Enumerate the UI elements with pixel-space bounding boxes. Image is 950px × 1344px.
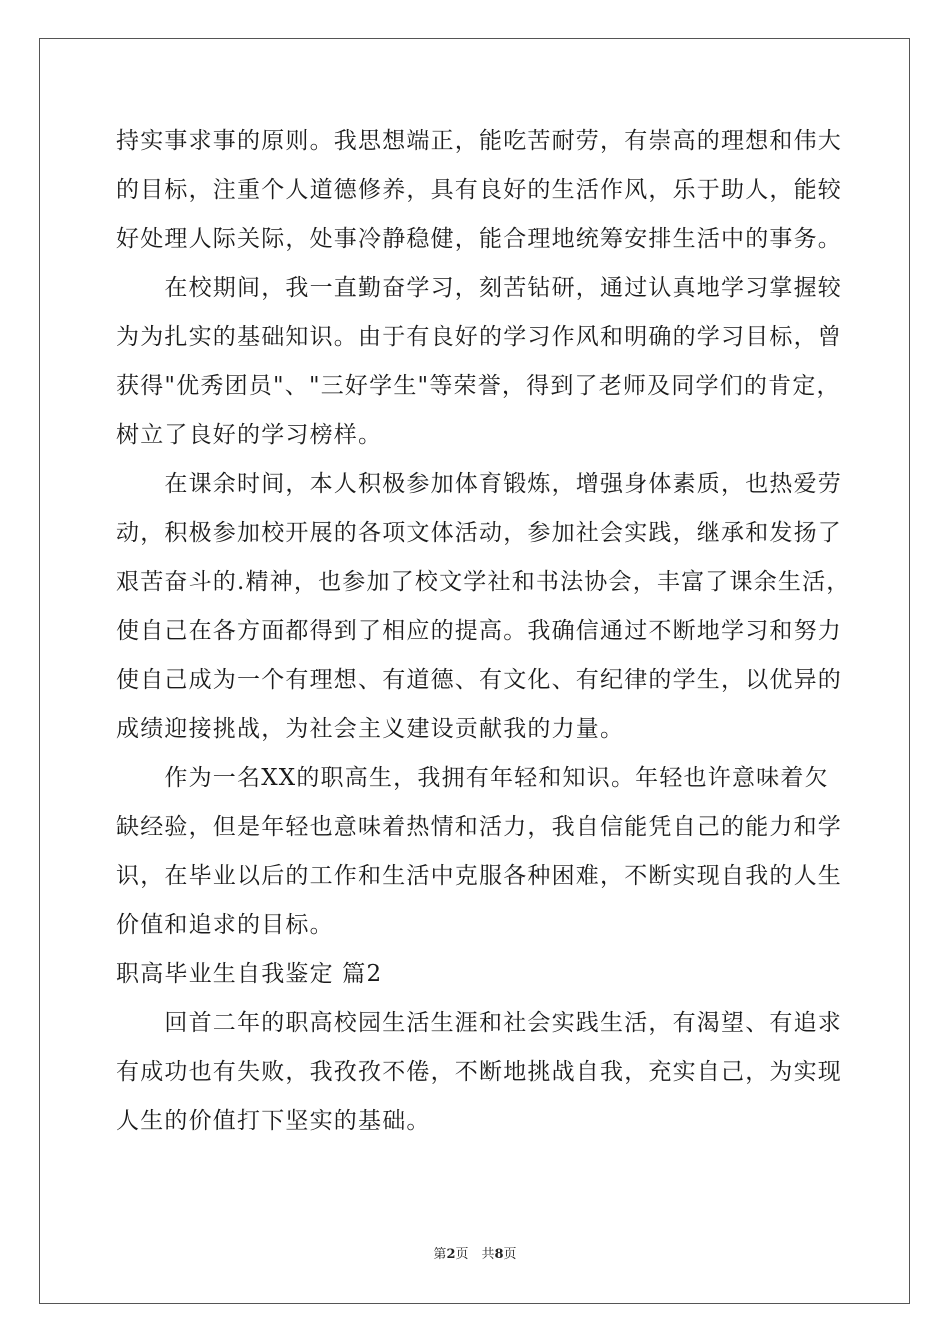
- text-line: 的目标，注重个人道德修养，具有良好的生活作风，乐于助人，能较: [116, 177, 842, 203]
- text-line: 为为扎实的基础知识。由于有良好的学习作风和明确的学习目标，曾: [116, 324, 842, 350]
- text-line: 缺经验，但是年轻也意味着热情和活力，我自信能凭自己的能力和学: [116, 814, 842, 840]
- text-line: 成绩迎接挑战，为社会主义建设贡献我的力量。: [116, 716, 625, 742]
- text-line: 有成功也有失败，我孜孜不倦，不断地挑战自我，充实自己，为实现: [116, 1059, 842, 1085]
- section-heading: 职高毕业生自我鉴定 篇2: [116, 961, 383, 987]
- text-line: 好处理人际关际，处事冷静稳健，能合理地统筹安排生活中的事务。: [116, 226, 842, 252]
- text-line: 价值和追求的目标。: [116, 912, 334, 938]
- page-number-suffix: 页: [503, 1247, 517, 1262]
- text-line: 使自己在各方面都得到了相应的提高。我确信通过不断地学习和努力: [116, 618, 842, 644]
- text-line: 动，积极参加校开展的各项文体活动，参加社会实践，继承和发扬了: [116, 520, 842, 546]
- text-line: 回首二年的职高校园生活生涯和社会实践生活，有渴望、有追求: [116, 1010, 842, 1036]
- text-line: 作为一名XX的职高生，我拥有年轻和知识。年轻也许意味着欠: [116, 765, 829, 791]
- text-line: 人生的价值打下坚实的基础。: [116, 1108, 431, 1134]
- text-line: 树立了良好的学习榜样。: [116, 422, 383, 448]
- text-line: 使自己成为一个有理想、有道德、有文化、有纪律的学生，以优异的: [116, 667, 842, 693]
- text-line: 获得"优秀团员"、"三好学生"等荣誉，得到了老师及同学们的肯定，: [116, 373, 841, 399]
- page-number-prefix: 第: [433, 1247, 447, 1262]
- page-number-total: 8: [494, 1247, 504, 1262]
- text-line: 在课余时间，本人积极参加体育锻炼，增强身体素质，也热爱劳: [116, 471, 842, 497]
- text-line: 艰苦奋斗的.精神，也参加了校文学社和书法协会，丰富了课余生活，: [116, 569, 851, 595]
- page-number-mid: 页 共: [455, 1247, 495, 1262]
- page-footer: [0, 1246, 950, 1264]
- page-number-current: 2: [446, 1247, 456, 1262]
- text-line: 持实事求事的原则。我思想端正，能吃苦耐劳，有崇高的理想和伟大: [116, 128, 842, 154]
- text-line: 在校期间，我一直勤奋学习，刻苦钻研，通过认真地学习掌握较: [116, 275, 842, 301]
- text-line: 识，在毕业以后的工作和生活中克服各种困难，不断实现自我的人生: [116, 863, 842, 889]
